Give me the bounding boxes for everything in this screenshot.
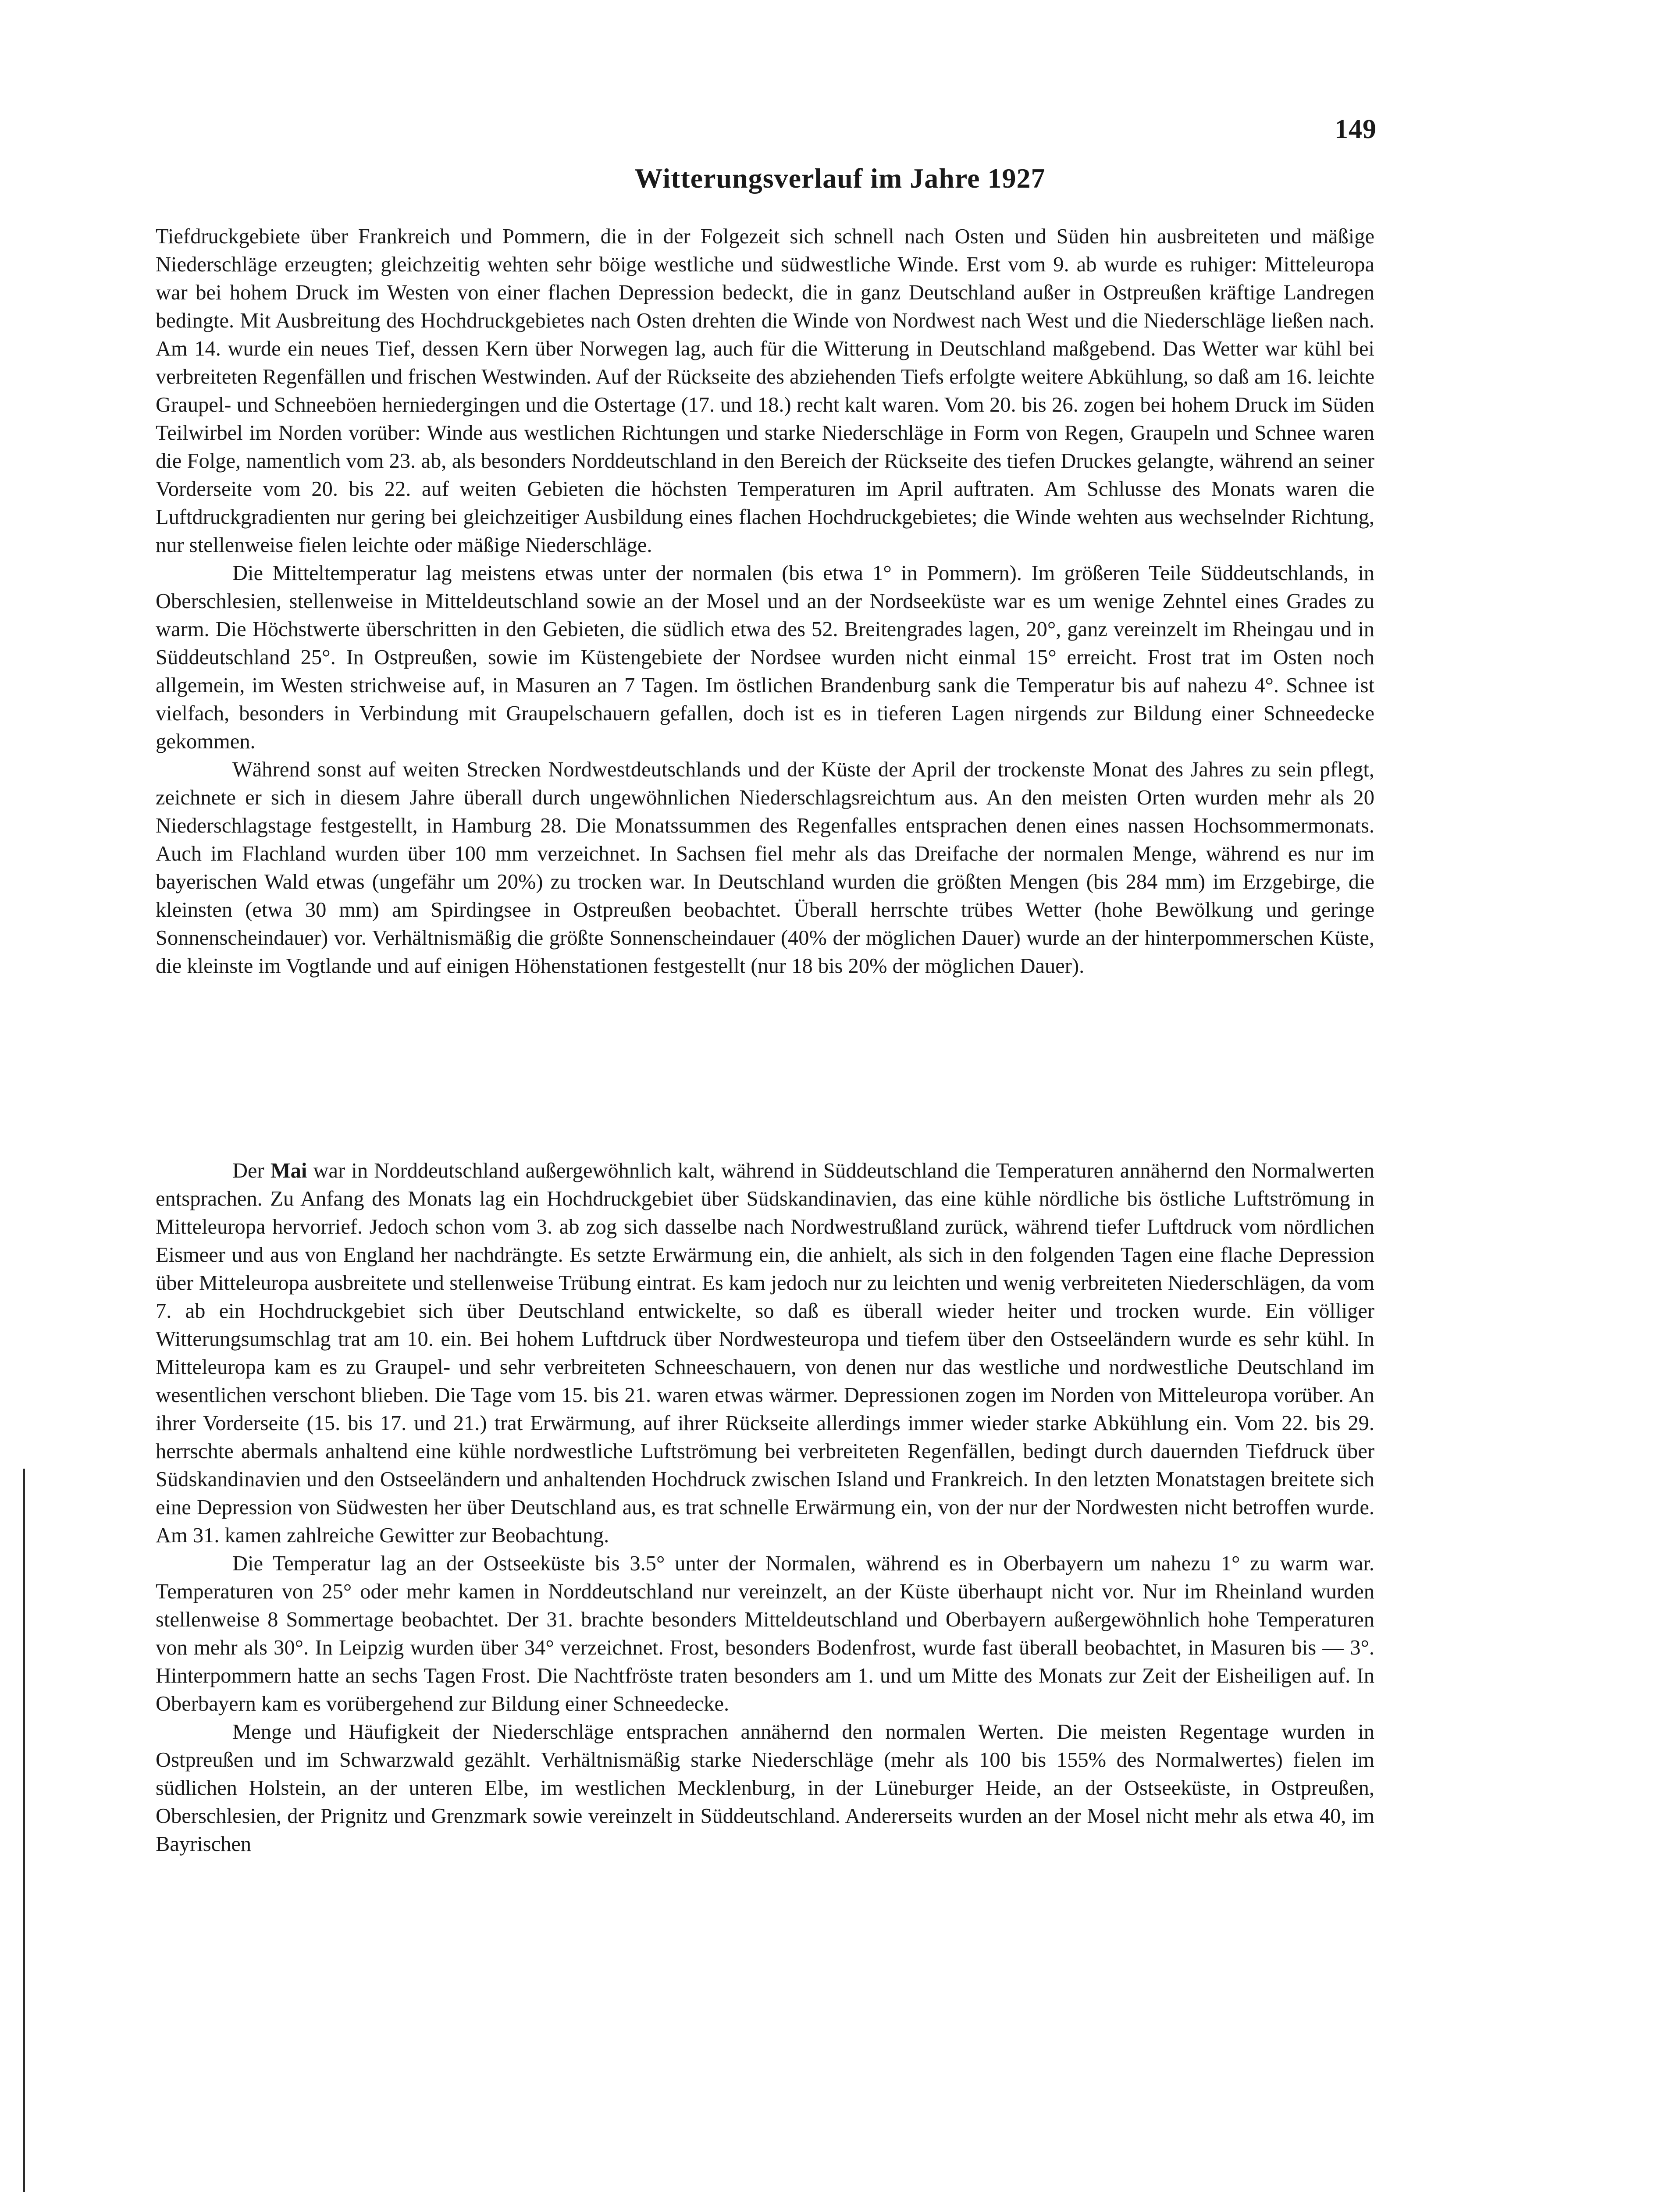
page-title: Witterungsverlauf im Jahre 1927	[634, 163, 1046, 194]
mai-paragraph-temperature: Die Temperatur lag an der Ostseeküste bis 3.5° unter der Normalen, während es in Oberbayern um nahezu 1° zu warm war. Temperaturen von 25° oder mehr kamen in Norddeutschland nur vereinzelt, an der Küste überhaupt nicht vor. Nur im Rheinland wurden stellenweise 8 Sommertage beobachtet. Der 31. brachte besonders Mitteldeutschland und Oberbayern außergewöhnlich hohe Temperaturen von mehr als 30°. In Leipzig wurden über 34° verzeichnet. Frost, besonders Bodenfrost, wurde fast überall beobachtet, in Masuren bis — 3°. Hinterpommern hatte an sechs Tagen Frost. Die Nachtfröste traten besonders am 1. und um Mitte des Monats zur Zeit der Eisheiligen auf. In Oberbayern kam es vorübergehend zur Bildung einer Schneedecke.	[156, 1552, 1374, 1715]
page-number: 149	[1335, 114, 1377, 144]
april-paragraph-weather-course: Tiefdruckgebiete über Frankreich und Pommern, die in der Folgezeit sich schnell nach Osten und Süden hin ausbreiteten und mäßige Niederschläge erzeugten; gleichzeitig wehten sehr böige westliche und südwestliche Winde. Erst vom 9. ab wurde es ruhiger: Mitteleuropa war bei hohem Druck im Westen von einer flachen Depression bedeckt, die in ganz Deutschland außer in Ostpreußen kräftige Landregen bedingte. Mit Ausbreitung des Hochdruckgebietes nach Osten drehten die Winde von Nordwest nach West und die Niederschläge ließen nach. Am 14. wurde ein neues Tief, dessen Kern über Norwegen lag, auch für die Witterung in Deutschland maßgebend. Das Wetter war kühl bei verbreiteten Regenfällen und frischen Westwinden. Auf der Rückseite des abziehenden Tiefs erfolgte weitere Abkühlung, so daß am 16. leichte Graupel- und Schneeböen herniedergingen und die Ostertage (17. und 18.) recht kalt waren. Vom 20. bis 26. zogen bei hohem Druck im Süden Teilwirbel im Norden vorüber: Winde aus westlichen Richtungen und starke Niederschläge in Form von Regen, Graupeln und Schnee waren die Folge, namentlich vom 23. ab, als besonders Norddeutschland in den Bereich der Rückseite des tiefen Druckes gelangte, während an seiner Vorderseite vom 20. bis 22. auf weiten Gebieten die höchsten Temperaturen im April auftraten. Am Schlusse des Monats waren die Luftdruckgradienten nur gering bei gleichzeitiger Ausbildung eines flachen Hochdruckgebietes; die Winde wehten aus wechselnder Richtung, nur stellenweise fielen leichte oder mäßige Niederschläge.	[156, 225, 1374, 557]
mai-section	[156, 1157, 1374, 1858]
mai-paragraph-prefix: Der	[232, 1159, 271, 1182]
left-margin-scan-line	[23, 1469, 25, 2192]
mai-paragraph-body: war in Norddeutschland außergewöhnlich kalt, während in Süddeutschland die Temperaturen annähernd den Normalwerten entsprachen. Zu Anfang des Monats lag ein Hochdruckgebiet über Südskandinavien, das eine kühle nördliche bis östliche Luftströmung in Mitteleuropa hervorrief. Jedoch schon vom 3. ab zog sich dasselbe nach Nordwestrußland zurück, während tiefer Luftdruck vom nördlichen Eismeer und aus von England her nachdrängte. Es setzte Erwärmung ein, die anhielt, als sich in den folgenden Tagen eine flache Depression über Mitteleuropa ausbreitete und stellenweise Trübung eintrat. Es kam jedoch nur zu leichten und wenig verbreiteten Niederschlägen, da vom 7. ab ein Hochdruckgebiet sich über Deutschland entwickelte, so daß es überall wieder heiter und trocken wurde. Ein völliger Witterungsumschlag trat am 10. ein. Bei hohem Luftdruck über Nordwesteuropa und tiefem über den Ostseeländern wurde es sehr kühl. In Mitteleuropa kam es zu Graupel- und sehr verbreiteten Schneeschauern, von denen nur das westliche und nordwestliche Deutschland im wesentlichen verschont blieben. Die Tage vom 15. bis 21. waren etwas wärmer. Depressionen zogen im Norden von Mitteleuropa vorüber. An ihrer Vorderseite (15. bis 17. und 21.) trat Erwärmung, auf ihrer Rückseite allerdings immer wieder starke Abkühlung ein. Vom 22. bis 29. herrschte abermals anhaltend eine kühle nordwestliche Luftströmung bei verbreiteten Regenfällen, bedingt durch dauernden Tiefdruck über Südskandinavien und den Ostseeländern und anhaltenden Hochdruck zwischen Island und Frankreich. In den letzten Monatstagen breitete sich eine Depression von Südwesten her über Deutschland aus, es trat schnelle Erwärmung ein, von der nur der Nordwesten nicht betroffen wurde. Am 31. kamen zahlreiche Gewitter zur Beobachtung.	[156, 1159, 1374, 1547]
april-paragraph-temperature: Die Mitteltemperatur lag meistens etwas unter der normalen (bis etwa 1° in Pommern). Im größeren Teile Süddeutschlands, in Oberschlesien, stellenweise in Mitteldeutschland sowie an der Mosel und an der Nordseeküste war es um wenige Zehntel eines Grades zu warm. Die Höchstwerte überschritten in den Gebieten, die südlich etwa des 52. Breitengrades lagen, 20°, ganz vereinzelt im Rheingau und in Süddeutschland 25°. In Ostpreußen, sowie im Küstengebiete der Nordsee wurden nicht einmal 15° erreicht. Frost trat im Osten noch allgemein, im Westen strichweise auf, in Masuren an 7 Tagen. Im östlichen Brandenburg sank die Temperatur bis auf nahezu 4°. Schnee ist vielfach, besonders in Verbindung mit Graupelschauern gefallen, doch ist es in tieferen Lagen nirgends zur Bildung einer Schneedecke gekommen.	[156, 562, 1374, 753]
april-section	[156, 223, 1374, 980]
april-paragraph-precipitation: Während sonst auf weiten Strecken Nordwestdeutschlands und der Küste der April der trockenste Monat des Jahres zu sein pflegt, zeichnete er sich in diesem Jahre überall durch ungewöhnlichen Niederschlagsreichtum aus. An den meisten Orten wurden mehr als 20 Niederschlagstage festgestellt, in Hamburg 28. Die Monatssummen des Regenfalles entsprachen denen eines nassen Hochsommermonats. Auch im Flachland wurden über 100 mm verzeichnet. In Sachsen fiel mehr als das Dreifache der normalen Menge, während es nur im bayerischen Wald etwas (ungefähr um 20%) zu trocken war. In Deutschland wurden die größten Mengen (bis 284 mm) im Erzgebirge, die kleinsten (etwa 30 mm) am Spirdingsee in Ostpreußen beobachtet. Überall herrschte trübes Wetter (hohe Bewölkung und geringe Sonnenscheindauer) vor. Verhältnismäßig die größte Sonnenscheindauer (40% der möglichen Dauer) wurde an der hinterpommerschen Küste, die kleinste im Vogtlande und auf einigen Höhenstationen festgestellt (nur 18 bis 20% der möglichen Dauer).	[156, 758, 1374, 978]
mai-paragraph-precipitation: Menge und Häufigkeit der Niederschläge entsprachen annähernd den normalen Werten. Die meisten Regentage wurden in Ostpreußen und im Schwarzwald gezählt. Verhältnismäßig starke Niederschläge (mehr als 100 bis 155% des Normalwertes) fielen im südlichen Holstein, an der unteren Elbe, im westlichen Mecklenburg, in der Lüneburger Heide, an der Ostseeküste, in Ostpreußen, Oberschlesien, der Prignitz und Grenzmark sowie vereinzelt in Süddeutschland. Andererseits wurden an der Mosel nicht mehr als etwa 40, im Bayrischen	[156, 1720, 1374, 1856]
mai-paragraph-weather-course	[156, 1157, 1374, 1550]
mai-month-heading: Mai	[270, 1159, 307, 1182]
